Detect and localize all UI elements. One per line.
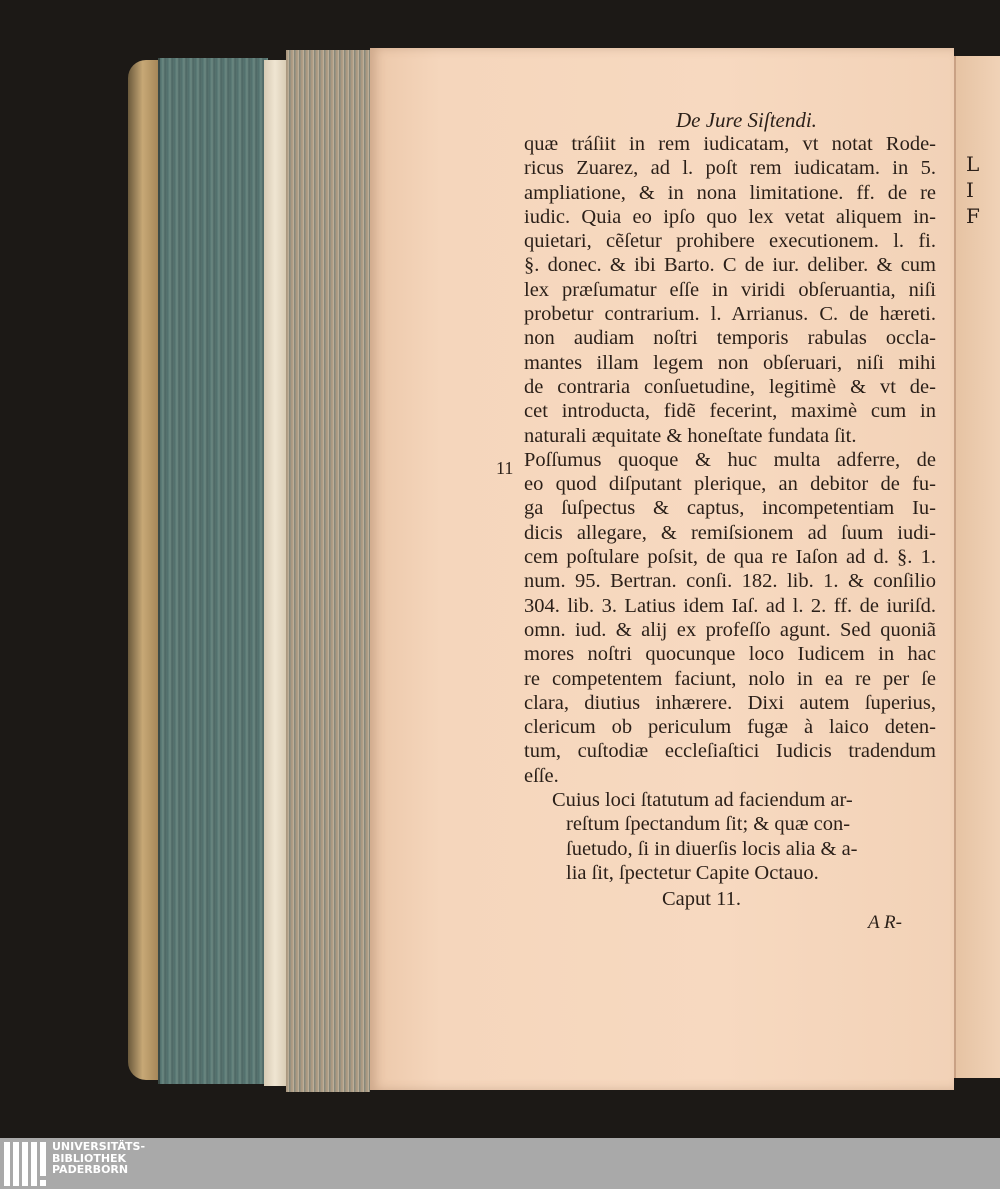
text-line: quietari, cẽſetur prohibere executionem. l. fi. bbox=[524, 230, 936, 253]
text-line: quæ tráſiit in rem iudicatam, vt notat Rode- bbox=[524, 133, 936, 155]
text-line: §. donec. & ibi Barto. C de iur. deliber. & cum bbox=[524, 254, 936, 277]
page-edges-left bbox=[158, 58, 268, 1084]
page-edges-white bbox=[264, 60, 286, 1086]
catchword: A R- bbox=[868, 912, 902, 933]
text-line: cem poſtulare poſsit, de qua re Iaſon ad d. §. 1. bbox=[524, 546, 936, 569]
text-line: omn. iud. & alij ex profeſſo agunt. Sed quoniã bbox=[524, 618, 936, 641]
library-name-line: UNIVERSITÄTS- bbox=[52, 1140, 146, 1153]
text-line: naturali æquitate & honeſtate fundata ſit. bbox=[524, 424, 857, 447]
text-line: iudic. Quia eo ipſo quo lex vetat aliquem in- bbox=[524, 205, 936, 228]
facing-page-fragment: L bbox=[966, 152, 980, 176]
facing-page-edge bbox=[954, 56, 1000, 1078]
text-line: Poſſumus quoque & huc multa adferre, de bbox=[524, 448, 936, 471]
text-line: de contraria conſuetudine, legitimè & vt de- bbox=[524, 375, 936, 398]
library-logo-icon bbox=[4, 1142, 48, 1186]
text-line: num. 95. Bertran. conſi. 182. lib. 1. & conſilio bbox=[524, 570, 936, 593]
text-line: ricus Zuarez, ad l. poſt rem iudicatam. in 5. bbox=[524, 157, 936, 180]
text-line: lex præſumatur eſſe in viridi obſeruantia, niſi bbox=[524, 278, 936, 301]
library-name-line: PADERBORN bbox=[52, 1163, 129, 1176]
library-name bbox=[52, 1141, 145, 1176]
library-name-line: BIBLIOTHEK bbox=[52, 1151, 127, 1165]
footer-bar bbox=[0, 1138, 1000, 1189]
text-line: tum, cuſtodiæ eccleſiaſtici Iudicis tradendum bbox=[524, 740, 936, 763]
summary-line: Cuius loci ſtatutum ad faciendum ar- bbox=[552, 789, 853, 811]
text-line: dicis allegare, & remiſsionem ad ſuum iudi- bbox=[524, 521, 936, 544]
summary-line: lia ſit, ſpectetur Capite Octauo. bbox=[566, 861, 819, 884]
facing-page-fragment: I bbox=[966, 178, 974, 202]
text-line: re competentem faciunt, nolo in ea re per ſe bbox=[524, 667, 936, 690]
margin-number: 11 bbox=[496, 458, 514, 478]
text-line: ga ſuſpectus & captus, incompetentiam Iu- bbox=[524, 497, 936, 520]
caput-label: Caput 11. bbox=[662, 888, 741, 910]
text-line: clericum ob periculum fugæ à laico deten- bbox=[524, 716, 936, 739]
summary-line: ſuetudo, ſi in diuerſis locis alia & a- bbox=[566, 837, 858, 860]
running-head: De Jure Siſtendi. bbox=[676, 108, 817, 132]
text-line: mores noſtri quocunque loco Iudicem in hac bbox=[524, 643, 936, 666]
text-line: eſſe. bbox=[524, 764, 559, 787]
page-edges-right bbox=[286, 50, 370, 1092]
text-line: ampliatione, & in nona limitatione. ff. de re bbox=[524, 181, 936, 204]
summary-line: reſtum ſpectandum ſit; & quæ con- bbox=[566, 813, 851, 836]
text-line: 304. lib. 3. Latius idem Iaſ. ad l. 2. ff. de iuriſd. bbox=[524, 594, 936, 617]
text-line: cet introducta, fidẽ fecerint, maximè cum in bbox=[524, 400, 936, 423]
text-line: clara, diutius inhærere. Dixi autem ſuperius, bbox=[524, 691, 936, 714]
facing-page-fragment: F bbox=[966, 204, 980, 228]
text-line: eo quod diſputant plerique, an debitor de fu- bbox=[524, 473, 936, 496]
text-line: probetur contrarium. l. Arrianus. C. de hæreti. bbox=[524, 303, 936, 326]
chapter-summary bbox=[552, 788, 897, 885]
body-text bbox=[524, 132, 936, 788]
text-line: non audiam noſtri temporis rabulas occla- bbox=[524, 327, 936, 350]
text-line: mantes illam legem non obſeruari, niſi mihi bbox=[524, 351, 936, 374]
